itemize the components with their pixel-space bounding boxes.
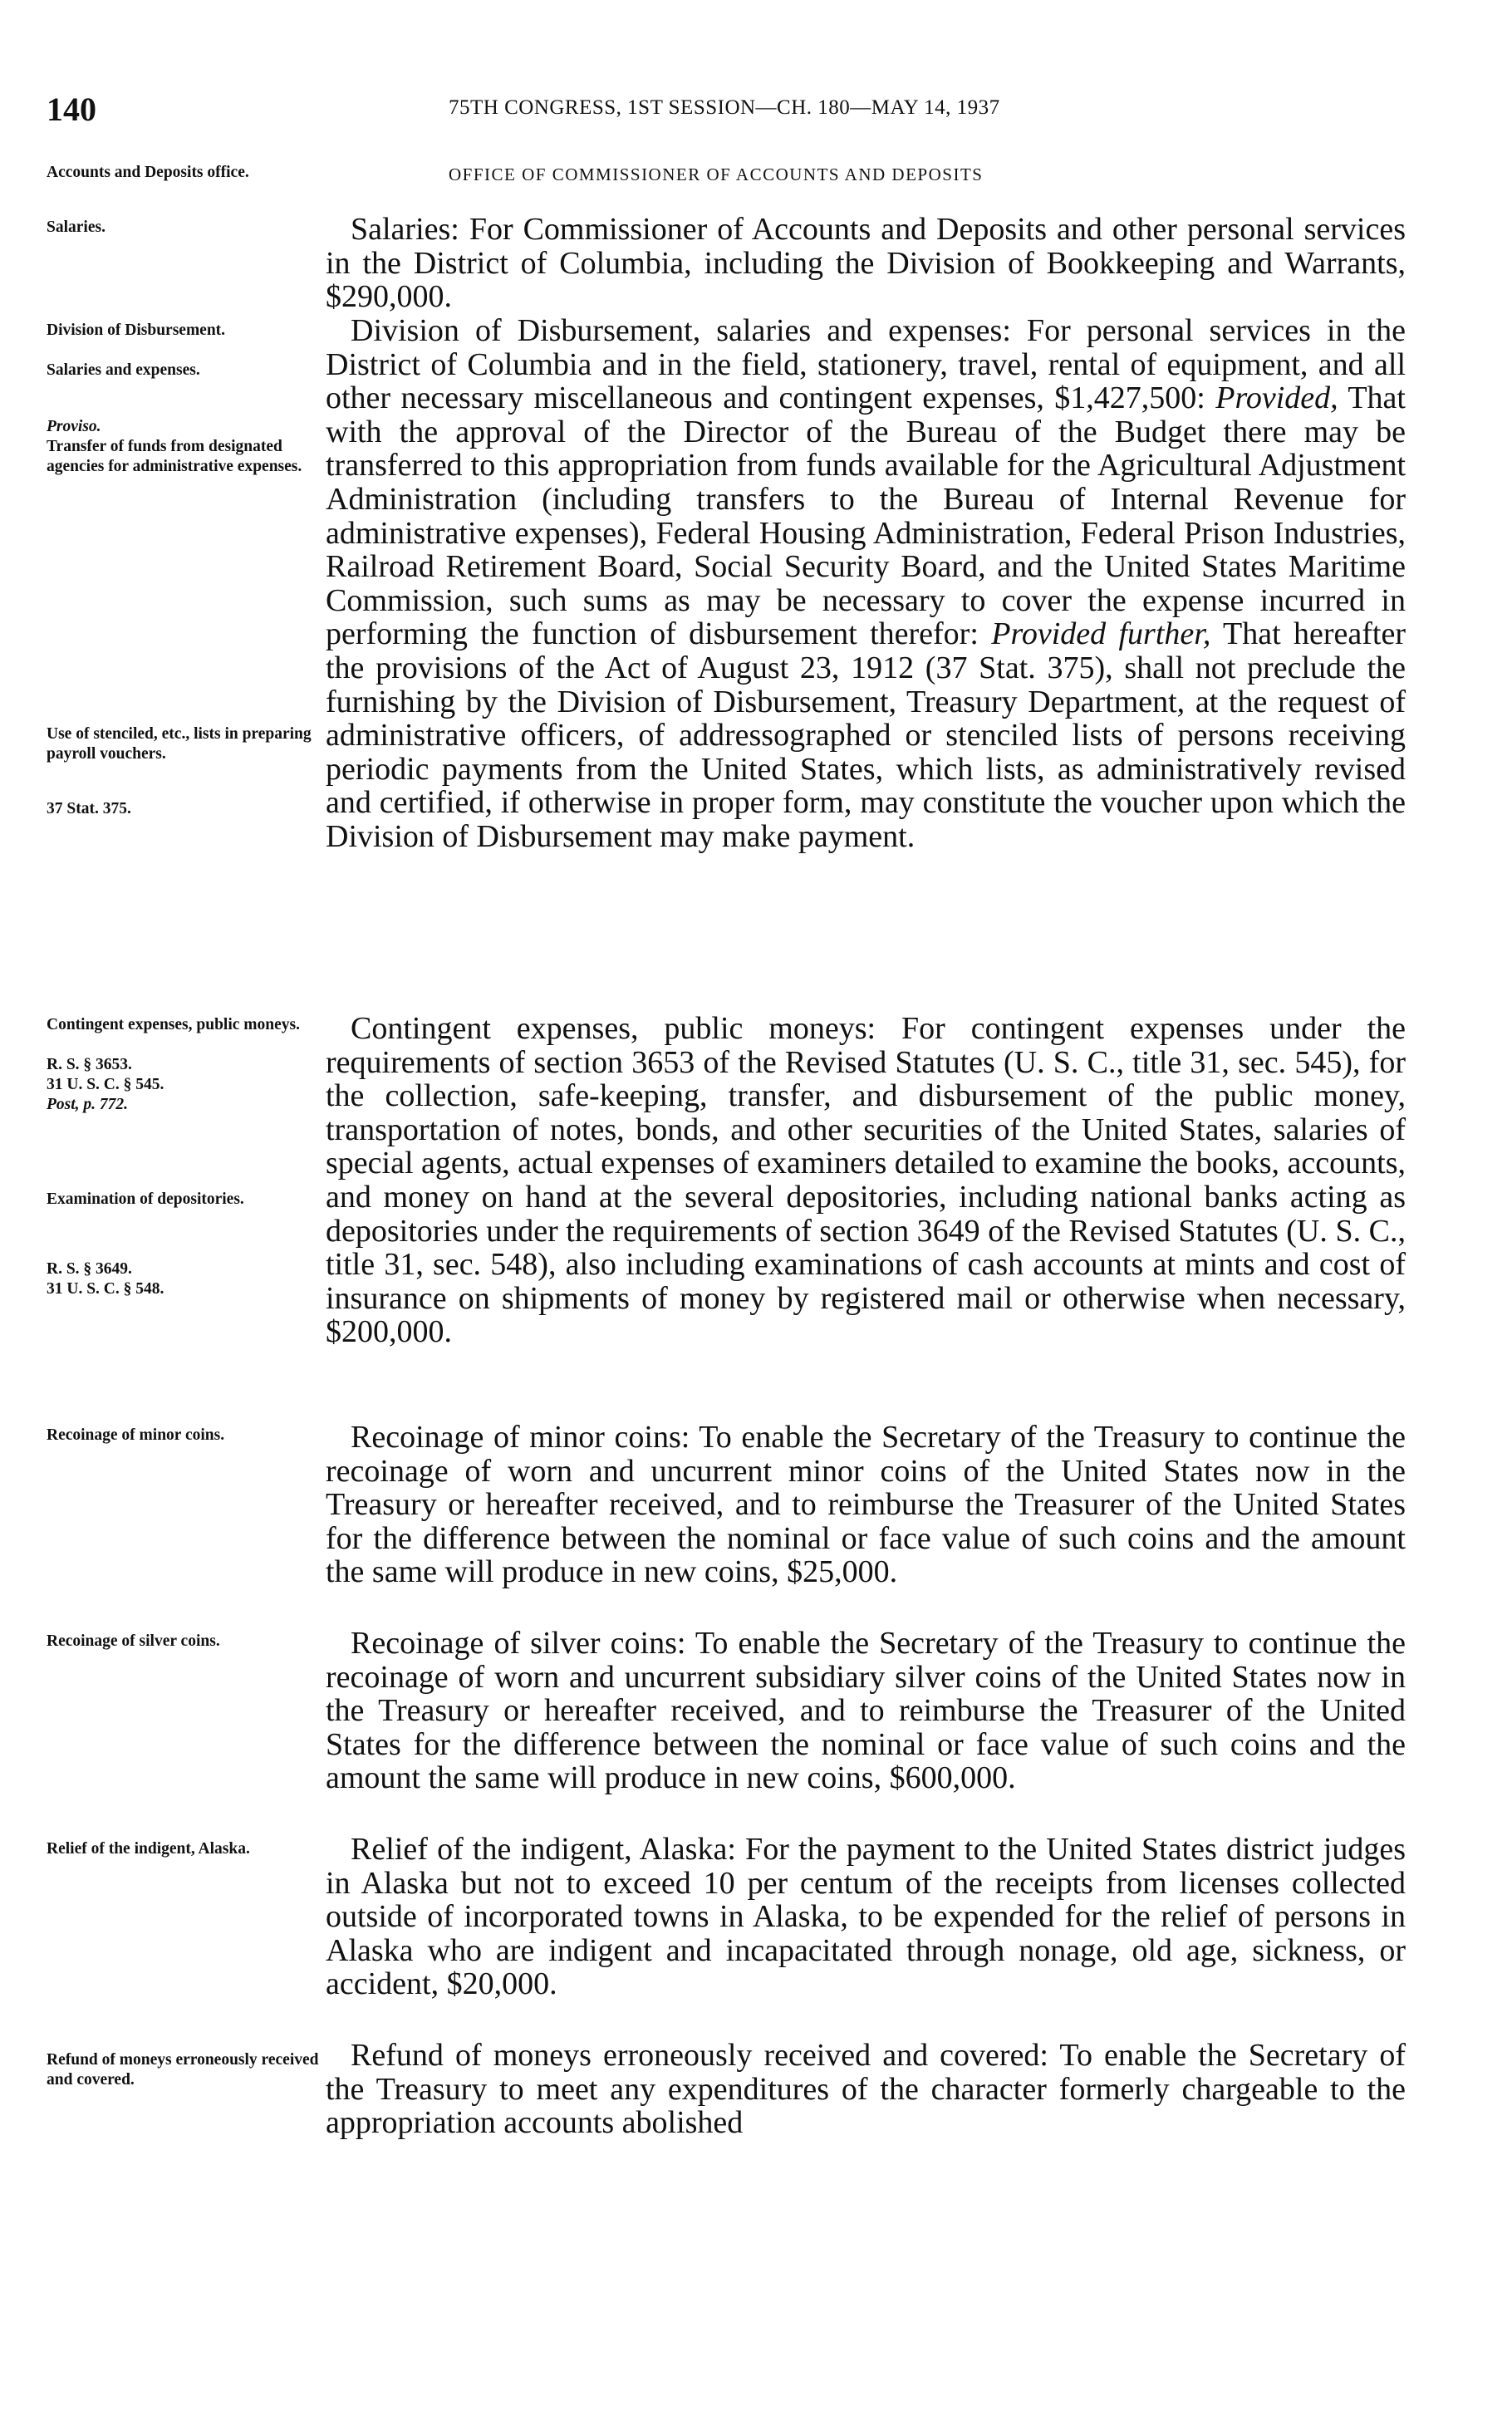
- paragraph-text: That with the approval of the Director of the Bureau of the Budget there may be transferred to this appropriation from funds available for the Agricultural Adjustment Administration (including transfers to the Bureau of Internal Revenue for administrative expenses), Federal Housing Administration, Federal Prison Industries, Railroad Retirement Board, Social Security Board, and the United States Maritime Commission, such sums as may be necessary to cover the expense incurred in performing the function of disbursement therefor:: [326, 380, 1406, 652]
- provided-italic: Provided,: [1215, 380, 1338, 416]
- margin-note-division-disbursement: Division of Disbursement.: [47, 322, 226, 339]
- margin-note-salaries: Salaries.: [47, 218, 106, 236]
- paragraph-relief-indigent: [326, 1833, 1406, 2001]
- paragraph-division-disbursement: [326, 314, 1406, 854]
- margin-note-relief-indigent: Relief of the indigent, Alaska.: [47, 1840, 250, 1858]
- paragraph-text: Relief of the indigent, Alaska: For the payment to the United States district judges in Alaska but not to exceed 10 per centum of the receipts from licenses collected outside of incorporated towns in Alaska, to be expended for the relief of persons in Alaska who are indigent and incapacitated through nonage, old age, sickness, or accident, $20,000.: [326, 1832, 1406, 2002]
- running-head: 75TH CONGRESS, 1ST SESSION—CH. 180—MAY 14, 1937: [449, 96, 1000, 119]
- paragraph-text: Recoinage of silver coins: To enable the Secretary of the Treasury to continue the recoinage of worn and uncurrent subsidiary silver coins of the United States now in the Treasury or hereafter received, and to reimburse the Treasurer of the United States for the difference between the nominal or face value of such coins and the amount the same will produce in new coins, $600,000.: [326, 1626, 1406, 1796]
- paragraph-recoinage-silver: [326, 1627, 1406, 1795]
- margin-note-recoinage-silver: Recoinage of silver coins.: [47, 1632, 220, 1650]
- paragraph-text: Division of Disbursement, salaries and expenses: For personal services in the District of Columbia and in the field, stationery, travel, rental of equipment, and all other necessary miscellaneous and contingent expenses, $1,427,500:: [326, 313, 1406, 416]
- paragraph-salaries: [326, 213, 1406, 314]
- margin-note-accounts-office: Accounts and Deposits office.: [47, 164, 249, 181]
- provided-further-italic: Provided further,: [991, 616, 1211, 652]
- paragraph-text: Contingent expenses, public moneys: For contingent expenses under the requirements of section 3653 of the Revised Statutes (U. S. C., title 31, sec. 545), for the collection, safe-keeping, transfer, and disbursement of the public money, transportation of notes, bonds, and other securities of the United States, salaries of special agents, actual expenses of examiners detailed to examine the books, accounts, and money on hand at the several depositories, including national banks acting as depositories under the requirements of section 3649 of the Revised Statutes (U. S. C., title 31, sec. 548), also including examinations of cash accounts at mints and cost of insurance on shipments of money by registered mail or otherwise when necessary, $200,000.: [326, 1011, 1406, 1350]
- margin-note-rs-3649: R. S. § 3649.: [47, 1260, 132, 1278]
- paragraph-text: That hereafter the provisions of the Act of August 23, 1912 (37 Stat. 375), shall not preclude the furnishing by the Division of Disbursement, Treasury Department, at the request of administrative officers, of addressographed or stenciled lists of persons receiving periodic payments from the United States, which lists, as administratively revised and certified, if otherwise in proper form, may constitute the voucher upon which the Division of Disbursement may make payment.: [326, 616, 1406, 854]
- margin-note-post-772: Post, p. 772.: [47, 1096, 129, 1113]
- margin-note-stat-ref: 37 Stat. 375.: [47, 800, 131, 817]
- margin-note-usc-548: 31 U. S. C. § 548.: [47, 1280, 164, 1298]
- paragraph-text: Refund of moneys erroneously received and covered: To enable the Secretary of the Treasury to meet any expenditures of the character formerly chargeable to the appropriation accounts abolished: [326, 2038, 1406, 2141]
- margin-note-stenciled-lists: Use of stenciled, etc., lists in preparing payroll vouchers.: [47, 725, 312, 763]
- paragraph-recoinage-minor: [326, 1421, 1406, 1589]
- section-title: OFFICE OF COMMISSIONER OF ACCOUNTS AND DEPOSITS: [449, 164, 984, 184]
- margin-note-salaries-expenses: Salaries and expenses.: [47, 361, 200, 379]
- margin-note-rs-3653: R. S. § 3653.: [47, 1056, 132, 1073]
- margin-note-contingent-expenses: Contingent expenses, public moneys.: [47, 1016, 300, 1033]
- margin-note-usc-545: 31 U. S. C. § 545.: [47, 1076, 164, 1093]
- paragraph-contingent-expenses: [326, 1012, 1406, 1349]
- margin-note-refund-moneys: Refund of moneys erroneously received and covered.: [47, 2051, 319, 2089]
- paragraph-text: Recoinage of minor coins: To enable the Secretary of the Treasury to continue the recoinage of worn and uncurrent minor coins of the United States now in the Treasury or hereafter received, and to reimburse the Treasurer of the United States for the difference between the nominal or face value of such coins and the amount the same will produce in new coins, $25,000.: [326, 1420, 1406, 1590]
- margin-note-recoinage-minor: Recoinage of minor coins.: [47, 1426, 225, 1444]
- paragraph-text: Salaries: For Commissioner of Accounts and Deposits and other personal services in the District of Columbia, including the Division of Bookkeeping and Warrants, $290,000.: [326, 212, 1406, 315]
- margin-note-transfer-funds: Transfer of funds from designated agencies for administrative expenses.: [47, 438, 302, 475]
- margin-note-examination-depositories: Examination of depositories.: [47, 1190, 244, 1208]
- page-number: 140: [47, 91, 96, 128]
- paragraph-refund-moneys: [326, 2039, 1406, 2140]
- margin-note-proviso: Proviso.: [47, 418, 101, 435]
